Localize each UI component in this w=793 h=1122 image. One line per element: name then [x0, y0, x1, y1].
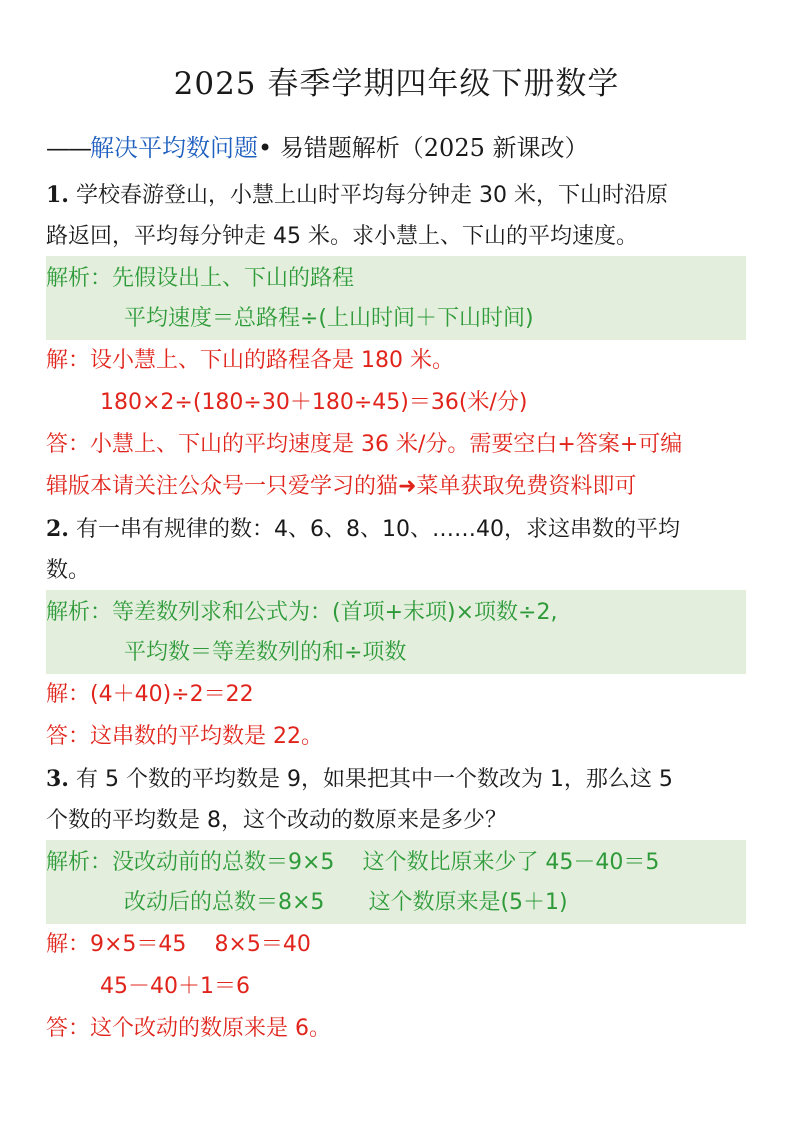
page-subtitle	[46, 128, 589, 163]
problem-1-question-line-2: 路返回，平均每分钟走 45 米。求小慧上、下山的平均速度。	[46, 224, 638, 249]
problem-3-question-line-2: 个数的平均数是 8，这个改动的数原来是多少？	[46, 808, 507, 833]
problem-3-solution-line-1: 解：9×5＝45 8×5＝40	[46, 932, 311, 957]
page-title: 2025 春季学期四年级下册数学	[173, 66, 620, 102]
problem-1-solution-line-2: 180×2÷(180÷30＋180÷45)＝36(米/分)	[100, 390, 528, 415]
problem-2-answer-line-1: 答：这串数的平均数是 22。	[46, 724, 323, 749]
problem-3-analysis-line-2: 改动后的总数＝8×5 这个数原来是(5＋1)	[124, 890, 568, 915]
problem-1-question-line-1: 1. 学校春游登山，小慧上山时平均每分钟走 30 米，下山时沿原	[46, 182, 668, 208]
problem-1-answer-line-2: 辑版本请关注公众号一只爱学习的猫➜菜单获取免费资料即可	[46, 474, 637, 499]
problem-1-analysis-line-1: 解析：先假设出上、下山的路程	[46, 266, 355, 291]
problem-3-number: 3.	[46, 766, 69, 792]
problem-2-analysis-line-1: 解析：等差数列求和公式为：(首项+末项)×项数÷2,	[46, 600, 558, 625]
problem-1-solution-line-1: 解：设小慧上、下山的路程各是 180 米。	[46, 348, 454, 373]
problem-1-answer-line-1: 答：小慧上、下山的平均速度是 36 米/分。需要空白+答案+可编	[46, 432, 683, 457]
problem-2-solution-line-1: 解：(4＋40)÷2＝22	[46, 682, 254, 707]
problem-2-question-line-2: 数。	[46, 558, 91, 583]
problem-2-number: 2.	[46, 516, 69, 542]
problem-3-analysis-line-1: 解析：没改动前的总数＝9×5 这个数比原来少了 45－40＝5	[46, 850, 660, 875]
problem-2-question-line-1: 2. 有一串有规律的数：4、6、8、10、……40，求这串数的平均	[46, 516, 680, 542]
problem-1-number: 1.	[46, 182, 69, 208]
subtitle-topic: 解决平均数问题	[90, 134, 258, 162]
subtitle-dash: ——	[46, 134, 90, 162]
problem-1-analysis-line-2: 平均速度＝总路程÷(上山时间＋下山时间)	[124, 306, 534, 331]
subtitle-rest: • 易错题解析（2025 新课改）	[258, 134, 589, 162]
problem-3-answer-line-1: 答：这个改动的数原来是 6。	[46, 1016, 331, 1041]
problem-2-analysis-line-2: 平均数＝等差数列的和÷项数	[124, 640, 407, 665]
problem-3-solution-line-2: 45－40＋1＝6	[100, 974, 250, 999]
problem-3-question-line-1: 3. 有 5 个数的平均数是 9，如果把其中一个数改为 1，那么这 5	[46, 766, 673, 792]
